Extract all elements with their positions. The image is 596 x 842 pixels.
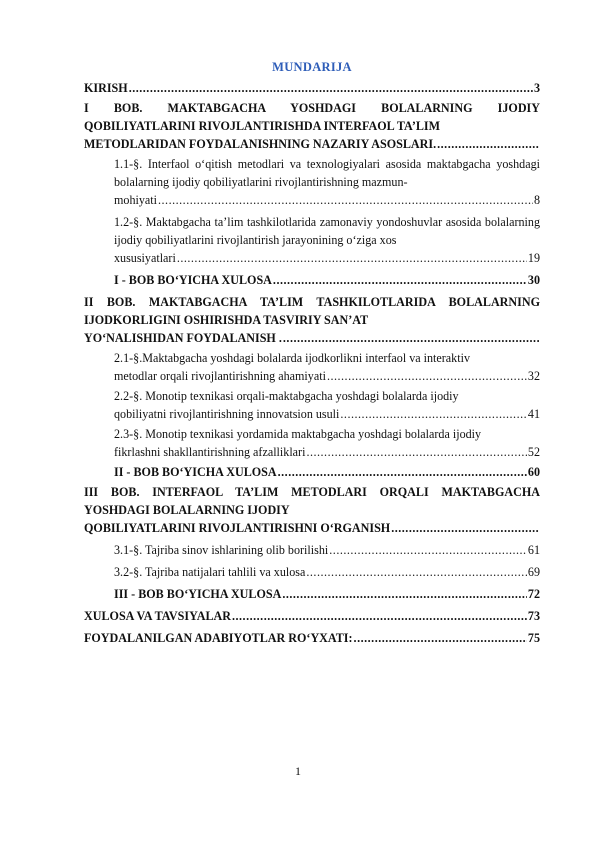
- toc-entry-chapter-3-summary[interactable]: [84, 585, 540, 603]
- toc-page-number: 8: [533, 193, 540, 207]
- toc-entry-text: mohiyati: [114, 193, 157, 207]
- toc-entry-text: xususiyatlari: [114, 251, 176, 265]
- toc-entry-text: 3.1-§. Tajriba sinov ishlarining olib borilishi: [114, 543, 329, 557]
- toc-entry-text: KIRISH: [84, 81, 128, 95]
- toc-entry-text: metodlar orqali rivojlantirishning ahamiyati: [114, 369, 326, 383]
- toc-entry-text: METODLARIDAN FOYDALANISHNING NAZARIY ASOSLARI.: [84, 137, 437, 151]
- toc-entry-text: II - BOB BO‘YICHA XULOSA: [114, 465, 277, 479]
- toc-entry-text: I - BOB BO‘YICHA XULOSA: [114, 273, 272, 287]
- toc-page-number: 73: [527, 609, 540, 623]
- toc-entry-references[interactable]: [84, 629, 540, 647]
- toc-entry-text: 2.3-§. Monotip texnikasi yordamida maktabgacha yoshdagi bolalarda ijodiy: [114, 427, 482, 441]
- toc-entry-text: fikrlashni shakllantirishning afzalliklari: [114, 445, 306, 459]
- toc-entry-text: QOBILIYATLARINI RIVOJLANTIRISHNI O‘RGANISH: [84, 521, 391, 535]
- table-of-contents: [84, 60, 540, 649]
- toc-page-number: 75: [527, 631, 540, 645]
- toc-entry-section-2-1[interactable]: [84, 349, 540, 385]
- toc-entry-chapter-1[interactable]: [84, 99, 540, 153]
- page-number: 1: [295, 764, 301, 778]
- toc-page-number: 69: [527, 565, 540, 579]
- toc-entry-section-1-1[interactable]: [84, 155, 540, 209]
- toc-entry-text: FOYDALANILGAN ADABIYOTLAR RO‘YXATI:: [84, 631, 353, 645]
- toc-entry-text: I BOB. MAKTABGACHA YOSHDAGI BOLALARNING IJODIY QOBILIYATLARINI RIVOJLANTIRISHDA INTERFAOL TA’LIM: [84, 101, 540, 133]
- toc-entry-text: 1.1-§. Interfaol o‘qitish metodlari va texnologiyalari asosida maktabgacha yoshdagi bolalarning ijodiy qobiliyatlarini rivojlantirishning mazmun-: [114, 157, 540, 189]
- toc-entry-section-2-2[interactable]: [84, 387, 540, 423]
- toc-page-number: 41: [527, 407, 540, 421]
- toc-page-number: 61: [527, 543, 540, 557]
- toc-entry-conclusion[interactable]: [84, 607, 540, 625]
- toc-entry-chapter-2-summary[interactable]: [84, 463, 540, 481]
- toc-page-number: 52: [527, 445, 540, 459]
- toc-entry-text: III BOB. INTERFAOL TA’LIM METODLARI ORQALI MAKTABGACHA YOSHDAGI BOLALARNING IJODIY: [84, 485, 540, 517]
- toc-entry-text: 1.2-§. Maktabgacha ta’lim tashkilotlarida zamonaviy yondoshuvlar asosida bolalarning ijodiy qobiliyatlarini rivojlantirish jarayonining o‘ziga xos: [114, 215, 540, 247]
- toc-entry-text: II BOB. MAKTABGACHA TA’LIM TASHKILOTLARIDA BOLALARNING IJODKORLIGINI OSHIRISHDA TASVIRIY SAN’AT: [84, 295, 540, 327]
- toc-page-number: 60: [527, 465, 540, 479]
- toc-title: MUNDARIJA: [272, 60, 352, 74]
- toc-entry-text: qobiliyatni rivojlantirishning innovatsion usuli: [114, 407, 340, 421]
- toc-page-number: 72: [527, 587, 540, 601]
- toc-entry-text: XULOSA VA TAVSIYALAR: [84, 609, 231, 623]
- toc-entry-text: 2.1-§.Maktabgacha yoshdagi bolalarda ijodkorlikni interfaol va interaktiv: [114, 351, 470, 365]
- toc-entry-section-2-3[interactable]: [84, 425, 540, 461]
- toc-entry-text: 2.2-§. Monotip texnikasi orqali-maktabgacha yoshdagi bolalarda ijodiy: [114, 389, 459, 403]
- toc-page-number: 3: [533, 81, 540, 95]
- toc-entry-section-3-1[interactable]: [84, 541, 540, 559]
- toc-entry-text: YO‘NALISHIDAN FOYDALANISH .: [84, 331, 282, 345]
- toc-entry-chapter-2[interactable]: [84, 293, 540, 347]
- toc-entry-chapter-3[interactable]: [84, 483, 540, 537]
- toc-page-number: 32: [527, 369, 540, 383]
- toc-entry-section-3-2[interactable]: [84, 563, 540, 581]
- toc-entry-section-1-2[interactable]: [84, 213, 540, 267]
- toc-entry-chapter-1-summary[interactable]: [84, 271, 540, 289]
- toc-page-number: 19: [527, 251, 540, 265]
- toc-entry-kirish[interactable]: [84, 79, 540, 97]
- toc-entry-text: III - BOB BO‘YICHA XULOSA: [114, 587, 282, 601]
- toc-entry-text: 3.2-§. Tajriba natijalari tahlili va xulosa: [114, 565, 306, 579]
- toc-page-number: 30: [527, 273, 540, 287]
